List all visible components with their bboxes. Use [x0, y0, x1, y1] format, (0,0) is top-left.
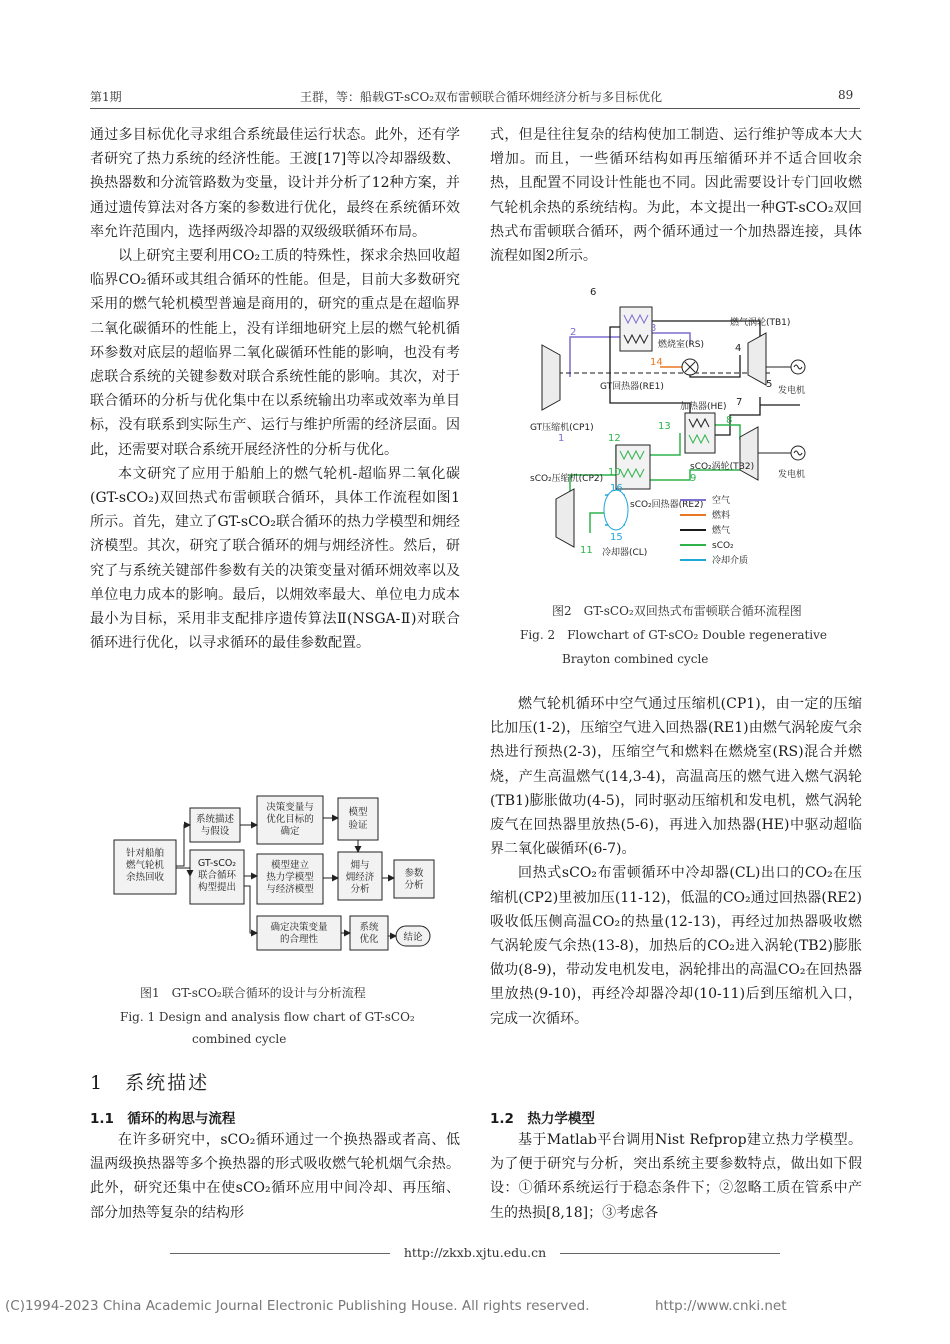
running-title: 王群，等：船载GT-sCO₂双布雷顿联合循环㶲经济分析与多目标优化	[300, 90, 663, 104]
label-re1: GT回热器(RE1)	[600, 382, 664, 392]
label-rs: 燃烧室(RS)	[658, 340, 704, 350]
figure-1-flowchart	[112, 788, 447, 960]
re1-shape	[620, 307, 652, 351]
section-1-1-heading: 1.1 循环的构思与流程	[90, 1111, 236, 1127]
fig1-label-optimize: 系统优化	[359, 922, 379, 945]
label-cp2: sCO₂压缩机(CP2)	[530, 474, 604, 484]
fig1-box-verify	[338, 798, 378, 840]
label-gen-2: 发电机	[778, 470, 806, 480]
label-cp1: GT压缩机(CP1)	[530, 423, 594, 433]
sco2-turbine-shape	[740, 427, 758, 480]
fig1-label-exergy: 㶲与㶲经济分析	[345, 860, 375, 895]
fig1-caption-en-2: combined cycle	[192, 1032, 287, 1046]
issue-label: 第1期	[90, 90, 122, 104]
state-10: 10	[608, 467, 621, 478]
paragraph: 基于Matlab平台调用Nist Refprop建立热力学模型。为了便于研究与分析，突出系统主要参数特点，做出如下假设：①循环系统运行于稳态条件下；②忽略工质在管系中产生的热损[8,18]；③考虑各	[490, 1132, 862, 1221]
state-2: 2	[570, 327, 577, 338]
legend-sco2: sCO₂	[712, 541, 734, 551]
label-cl: 冷却器(CL)	[602, 548, 648, 558]
state-13: 13	[658, 421, 671, 432]
cnki-link[interactable]: http://www.cnki.net	[655, 1298, 787, 1314]
fig1-label-start: 针对船舶燃气轮机余热回收	[125, 848, 165, 883]
right-column-top	[490, 123, 862, 268]
paragraph: 以上研究主要利用CO₂工质的特殊性，探求余热回收超临界CO₂循环或其组合循环的性能。但是，目前大多数研究采用的燃气轮机模型普遍是商用的，研究的重点是在超临界二氧化碳循环的性能上，没有详细地研究上层的燃气轮机循环参数对底层的超临界二氧化碳循环性能的影响，也没有考虑联合系统的关键参数对联合系统性能的影响。其次，对于联合循环的分析与优化集中在以系统输出功率或效率为单目标，没有联系到实际生产、运行与维护所需的经济层面。因此，还需要对联合系统开展经济性的分析与优化。	[90, 248, 460, 458]
paragraph: 在许多研究中，sCO₂循环通过一个换热器或者高、低温两级换热器等多个换热器的形式吸收燃气轮机烟气余热。此外，研究还集中在使sCO₂循环应用中间冷却、再压缩、部分加热等复杂的结构形	[90, 1132, 460, 1221]
fig1-label-build: GT-sCO₂ 联合循环构型提出	[197, 858, 237, 893]
figure-2-flowchart	[530, 285, 820, 585]
state-16: 16	[610, 483, 623, 494]
fig1-label-param: 参数分析	[404, 868, 424, 891]
paragraph: 燃气轮机循环中空气通过压缩机(CP1)，由一定的压缩比加压(1-2)，压缩空气进入回热器(RE1)由燃气涡轮废气余热进行预热(2-3)，压缩空气和燃料在燃烧室(RS)混合并燃烧，产生高温燃气(14,3-4)，高温高压的燃气进入燃气涡轮(TB1)膨胀做功(4-5)，同时驱动压缩机和发电机，燃气涡轮废气在回热器里放热(5-6)，再进入加热器(HE)中驱动超临界二氧化碳循环(6-7)。	[490, 696, 862, 858]
paragraph: 式，但是往往复杂的结构使加工制造、运行维护等成本大大增加。而且，一些循环结构如再压缩循环并不适合回收余热，且配置不同设计性能也不同。因此需要设计专门回收燃气轮机余热的系统结构。为此，本文提出一种GT-sCO₂双回热式布雷顿联合循环，两个循环通过一个加热器连接，具体流程如图2所示。	[490, 127, 862, 265]
gt-compressor-shape	[542, 345, 560, 410]
header-rule	[90, 108, 860, 109]
legend-air: 空气	[712, 496, 731, 506]
fig2-caption-cn: 图2 GT-sCO₂双回热式布雷顿联合循环流程图	[552, 604, 802, 618]
paragraph: 回热式sCO₂布雷顿循环中冷却器(CL)出口的CO₂在压缩机(CP2)里被加压(11-12)，低温的CO₂通过回热器(RE2)吸收低压侧高温CO₂的热量(12-13)，再经过加热器吸收燃气涡轮废气余热(13-8)，加热后的CO₂进入涡轮(TB2)膨胀做功(8-9)，带动发电机发电，涡轮排出的高温CO₂在回热器里放热(9-10)，再经冷却器冷却(10-11)后到压缩机入口，完成一次循环。	[490, 865, 862, 1027]
state-9: 9	[690, 473, 697, 484]
section-1-heading: 1 系统描述	[90, 1072, 210, 1094]
footer-url[interactable]: http://zkxb.xjtu.edu.cn	[403, 1245, 547, 1260]
state-5: 5	[766, 379, 773, 390]
state-6: 6	[590, 287, 597, 298]
sco2-compressor-shape	[556, 489, 574, 547]
fig1-label-conclusion: 结论	[403, 932, 423, 943]
label-gen-1: 发电机	[778, 386, 806, 396]
left-column	[90, 123, 460, 655]
right-column-bottom	[490, 1128, 862, 1225]
label-re2: sCO₂回热器(RE2)	[630, 500, 704, 510]
state-4: 4	[735, 343, 742, 354]
state-1: 1	[558, 433, 565, 444]
section-1-2-heading: 1.2 热力学模型	[490, 1111, 595, 1127]
fig1-label-verify: 模型验证	[348, 807, 368, 831]
fig1-label-rational: 确定决策变量的合理性	[270, 922, 328, 945]
gt-turbine-shape	[748, 333, 766, 385]
copyright-text: (C)1994-2023 China Academic Journal Electronic Publishing House. All rights reserved.	[5, 1298, 590, 1314]
legend-gas: 燃气	[712, 526, 731, 536]
state-14: 14	[650, 357, 663, 368]
legend-fuel: 燃料	[712, 511, 731, 521]
fig1-label-sys-desc: 系统描述与假设	[195, 814, 235, 837]
footer-rule-right	[560, 1253, 780, 1254]
fig2-caption-en-2: Brayton combined cycle	[562, 652, 709, 666]
state-12: 12	[608, 433, 621, 444]
state-15: 15	[610, 532, 623, 543]
cooler-shape	[604, 490, 628, 530]
fig1-caption-cn: 图1 GT-sCO₂联合循环的设计与分析流程	[140, 986, 366, 1000]
fig1-label-decision: 决策变量与优化目标的确定	[266, 802, 314, 837]
right-column-body	[490, 692, 862, 1031]
label-tb2: sCO₂涡轮(TB2)	[690, 462, 755, 472]
label-tb1: 燃气涡轮(TB1)	[730, 318, 791, 328]
fig1-label-model-build: 模型建立热力学模型与经济模型	[266, 860, 314, 895]
fig2-caption-en: Fig. 2 Flowchart of GT-sCO₂ Double regenerative	[520, 628, 828, 642]
state-7: 7	[736, 397, 743, 408]
fig1-caption-en: Fig. 1 Design and analysis flow chart of GT-sCO₂	[120, 1010, 415, 1024]
paragraph: 本文研究了应用于船舶上的燃气轮机-超临界二氧化碳(GT-sCO₂)双回热式布雷顿联合循环，具体工作流程如图1所示。首先，建立了GT-sCO₂联合循环的热力学模型和㶲经济模型。其次，研究了联合循环的㶲与㶲经济性。然后，研究了与系统关键部件参数有关的决策变量对循环㶲效率以及单位电力成本的影响。最后，以㶲效率最大、单位电力成本最小为目标，采用非支配排序遗传算法Ⅱ(NSGA-Ⅱ)对联合循环进行优化，以寻求循环的最佳参数配置。	[90, 465, 460, 652]
fig1-box-param	[394, 860, 434, 898]
state-8: 8	[726, 415, 733, 426]
label-he: 加热器(HE)	[680, 402, 727, 412]
paragraph: 通过多目标优化寻求组合系统最佳运行状态。此外，还有学者研究了热力系统的经济性能。王渡[17]等以冷却器级数、换热器数和分流管路数为变量，设计并分析了12种方案，并通过遗传算法对各方案的参数进行优化，最终在系统循环效率允许范围内，选择两级冷却器的双级级联循环布局。	[90, 127, 460, 240]
page-number: 89	[838, 88, 854, 102]
state-11: 11	[580, 545, 593, 556]
legend-cooling: 冷却介质	[712, 556, 749, 566]
left-column-bottom	[90, 1128, 460, 1225]
state-3: 3	[650, 323, 657, 334]
